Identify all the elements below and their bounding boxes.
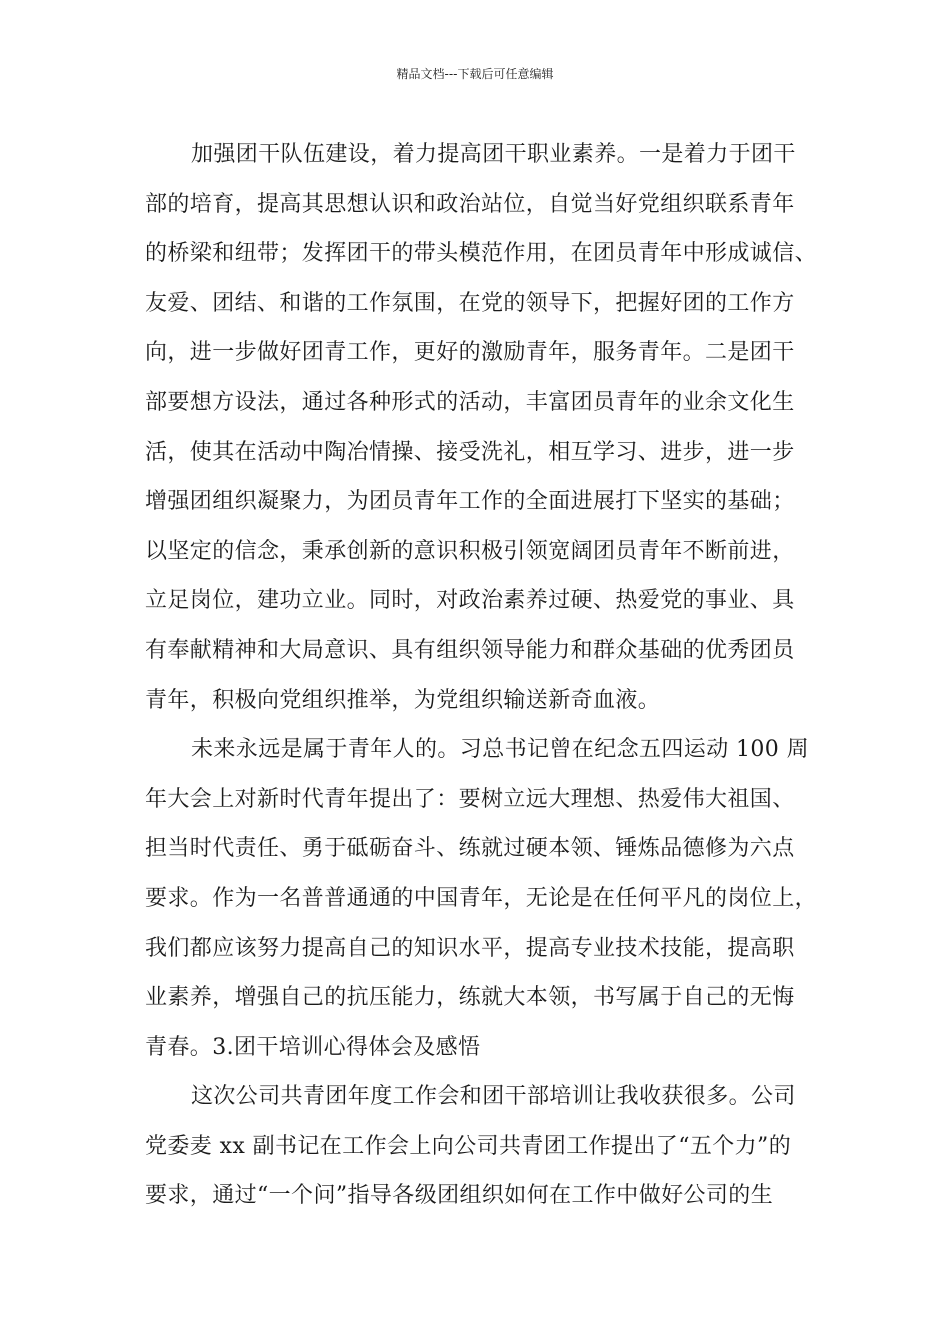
text-line: 的桥梁和纽带；发挥团干的带头模范作用，在团员青年中形成诚信、 <box>145 241 818 267</box>
text-line: 这次公司共青团年度工作会和团干部培训让我收获很多。公司 <box>191 1084 796 1110</box>
text-line: 增强团组织凝聚力，为团员青年工作的全面进展打下坚实的基础； <box>145 489 795 515</box>
text-line: 年大会上对新时代青年提出了：要树立远大理想、热爱伟大祖国、 <box>145 786 795 812</box>
text-line: 业素养，增强自己的抗压能力，练就大本领，书写属于自己的无悔 <box>145 985 795 1011</box>
text-line: 部的培育，提高其思想认识和政治站位，自觉当好党组织联系青年 <box>145 191 795 217</box>
text-line: 友爱、团结、和谐的工作氛围，在党的领导下，把握好团的工作方 <box>145 290 795 316</box>
text-line: 党委麦 xx 副书记在工作会上向公司共青团工作提出了“五个力”的 <box>145 1133 792 1159</box>
text-line: 要求，通过“一个问”指导各级团组织如何在工作中做好公司的生 <box>145 1183 774 1209</box>
text-line: 加强团干队伍建设，着力提高团干职业素养。一是着力于团干 <box>191 142 796 167</box>
text-line: 青年，积极向党组织推举，为党组织输送新奇血液。 <box>145 687 661 713</box>
text-line: 我们都应该努力提高自己的知识水平，提高专业技术技能，提高职 <box>145 935 795 961</box>
text-line: 青春。3.团干培训心得体会及感悟 <box>145 1034 481 1060</box>
text-line: 部要想方设法，通过各种形式的活动，丰富团员青年的业余文化生 <box>145 389 795 415</box>
document-body <box>145 130 827 1221</box>
text-line: 以坚定的信念，秉承创新的意识积极引领宽阔团员青年不断前进， <box>145 538 795 564</box>
text-line: 有奉献精神和大局意识、具有组织领导能力和群众基础的优秀团员 <box>145 637 795 663</box>
text-line: 活，使其在活动中陶冶情操、接受洗礼，相互学习、进步，进一步 <box>145 439 795 465</box>
text-line: 担当时代责任、勇于砥砺奋斗、练就过硬本领、锤炼品德修为六点 <box>145 836 795 862</box>
text-line: 向，进一步做好团青工作，更好的激励青年，服务青年。二是团干 <box>145 340 795 366</box>
text-line: 要求。作为一名普普通通的中国青年，无论是在任何平凡的岗位上， <box>145 885 818 911</box>
text-line: 未来永远是属于青年人的。习总书记曾在纪念五四运动 100 周 <box>191 737 809 763</box>
text-line: 立足岗位，建功立业。同时，对政治素养过硬、热爱党的事业、具 <box>145 588 795 614</box>
page-header: 精品文档---下载后可任意编辑 <box>396 67 554 81</box>
